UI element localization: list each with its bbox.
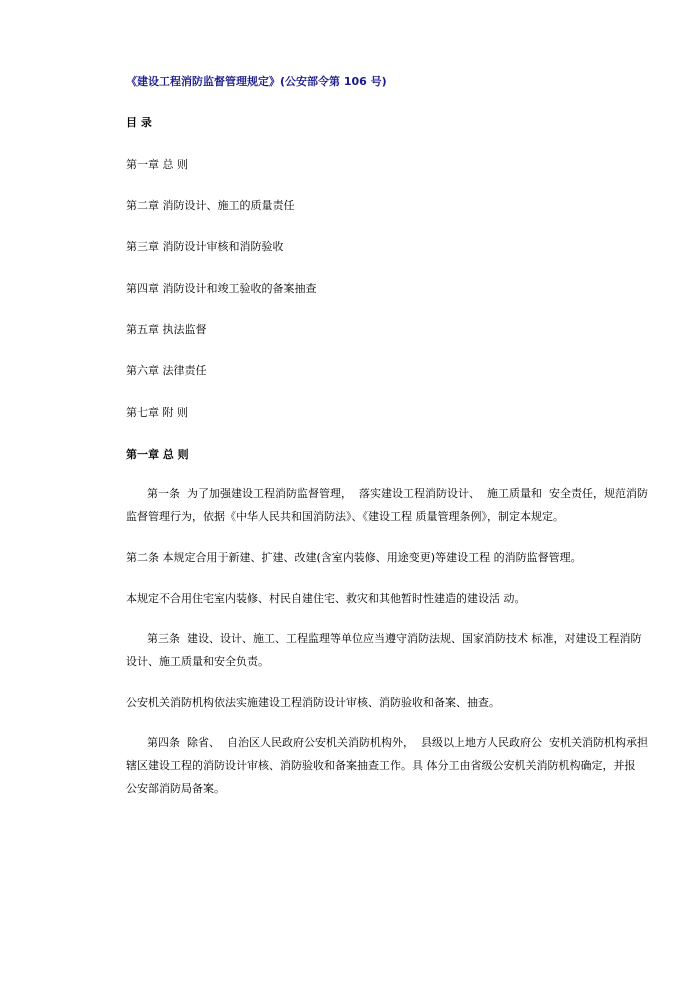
paragraph-scope-exclusion (126, 587, 576, 610)
paragraph-line: 第三条 建设、设计、施工、工程监理等单位应当遵守消防法规、国家消防技术 标准，对建设工程消防 (126, 632, 642, 645)
toc-heading: 目 录 (126, 116, 152, 129)
paragraph-line: 设计、施工质量和安全负责。 (126, 655, 269, 668)
paragraph-article-2 (126, 546, 582, 569)
paragraph-line: 本规定不合用住宅室内装修、村民自建住宅、救灾和其他暂时性建造的建设活 动。 (126, 592, 526, 605)
paragraph-police-authority (126, 691, 576, 714)
paragraph-article-1 (126, 482, 648, 528)
toc-item-7: 第七章 附 则 (126, 406, 188, 419)
paragraph-line: 第四条 除省、 自治区人民政府公安机关消防机构外， 县级以上地方人民政府公 安机关消防机构承担 (126, 736, 648, 749)
toc-item-4: 第四章 消防设计和竣工验收的备案抽查 (126, 282, 317, 295)
chapter-heading: 第一章 总 则 (126, 448, 189, 461)
paragraph-article-3 (126, 627, 642, 673)
paragraph-line: 监督管理行为，依据《中华人民共和国消防法》、《建设工程 质量管理条例》，制定本规定。 (126, 510, 564, 523)
paragraph-line: 公安部消防局备案。 (126, 782, 225, 795)
toc-item-2: 第二章 消防设计、施工的质量责任 (126, 199, 295, 212)
paragraph-line: 第一条 为了加强建设工程消防监督管理， 落实建设工程消防设计、 施工质量和 安全责任，规范消防 (126, 487, 648, 500)
paragraph-article-4 (126, 731, 648, 800)
paragraph-line: 辖区建设工程的消防设计审核、消防验收和备案抽查工作。具 体分工由省级公安机关消防机构确定，并报 (126, 759, 636, 772)
document-title: 《建设工程消防监督管理规定》(公安部令第 106 号) (126, 75, 387, 88)
paragraph-line: 第二条 本规定合用于新建、扩建、改建(含室内装修、用途变更)等建设工程 的消防监督管理。 (126, 551, 582, 564)
toc-item-3: 第三章 消防设计审核和消防验收 (126, 240, 284, 253)
paragraph-line: 公安机关消防机构依法实施建设工程消防设计审核、消防验收和备案、抽查。 (126, 696, 500, 709)
toc-item-5: 第五章 执法监督 (126, 323, 207, 336)
toc-item-1: 第一章 总 则 (126, 158, 188, 171)
toc-item-6: 第六章 法律责任 (126, 364, 207, 377)
